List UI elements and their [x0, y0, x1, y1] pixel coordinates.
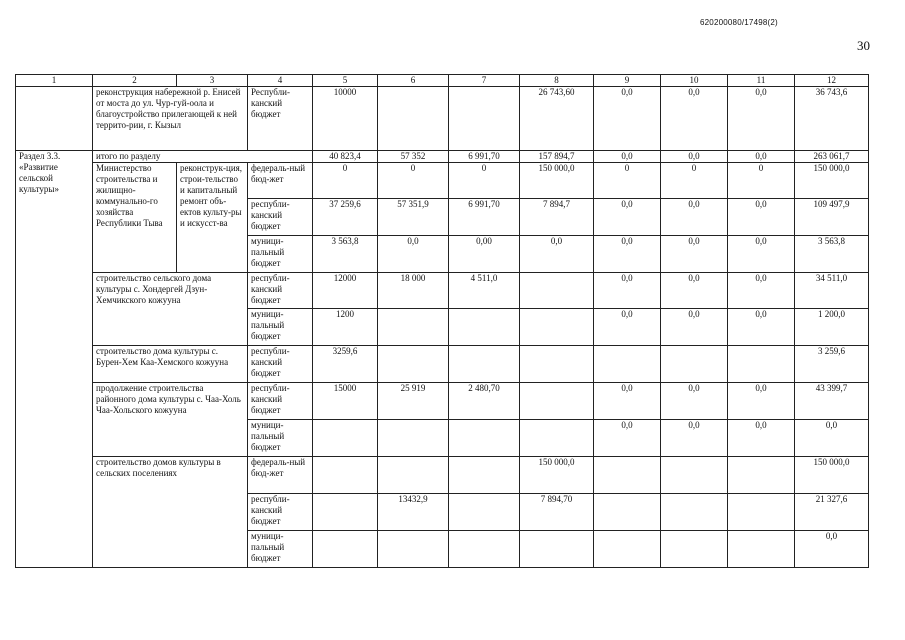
- column-header: 6: [378, 75, 449, 87]
- value-cell: 0,0: [594, 199, 661, 236]
- value-cell: [449, 494, 520, 531]
- value-cell: [728, 457, 795, 494]
- value-cell: 26 743,60: [520, 87, 594, 151]
- value-cell: [449, 420, 520, 457]
- section-cell-empty: [16, 87, 93, 151]
- value-cell: 150 000,0: [520, 457, 594, 494]
- value-cell: 15000: [313, 383, 378, 420]
- value-cell: [378, 309, 449, 346]
- value-cell: [661, 346, 728, 383]
- value-cell: 0,0: [661, 87, 728, 151]
- column-header: 3: [177, 75, 248, 87]
- value-cell: [313, 420, 378, 457]
- budget-source: республи-канский бюджет: [248, 383, 313, 420]
- value-cell: 0,0: [661, 199, 728, 236]
- value-cell: 10000: [313, 87, 378, 151]
- value-cell: 0,0: [378, 236, 449, 273]
- value-cell: 0,0: [728, 383, 795, 420]
- value-cell: 0: [313, 163, 378, 199]
- value-cell: 0: [594, 163, 661, 199]
- value-cell: [378, 457, 449, 494]
- value-cell: 0,0: [728, 199, 795, 236]
- value-cell: 6 991,70: [449, 199, 520, 236]
- value-cell: 57 352: [378, 151, 449, 163]
- value-cell: [449, 457, 520, 494]
- budget-source: федераль-ный бюд-жет: [248, 163, 313, 199]
- activity-name: реконструк-ция, строи-тельство и капитальный ремонт объ-ектов культу-ры и искусст-ва: [177, 163, 248, 273]
- value-cell: 40 823,4: [313, 151, 378, 163]
- value-cell: 37 259,6: [313, 199, 378, 236]
- value-cell: 150 000,0: [795, 457, 869, 494]
- value-cell: 18 000: [378, 273, 449, 309]
- value-cell: [520, 383, 594, 420]
- column-header: 5: [313, 75, 378, 87]
- column-header: 1: [16, 75, 93, 87]
- value-cell: 0,0: [661, 309, 728, 346]
- value-cell: 3 563,8: [795, 236, 869, 273]
- table-row: [16, 163, 869, 199]
- value-cell: 0,0: [594, 420, 661, 457]
- value-cell: 21 327,6: [795, 494, 869, 531]
- value-cell: 0,0: [594, 151, 661, 163]
- value-cell: 0: [449, 163, 520, 199]
- activity-name: строительство сельского дома культуры с. Хондергей Дзун-Хемчикского кожууна: [93, 273, 248, 346]
- budget-source: федераль-ный бюд-жет: [248, 457, 313, 494]
- budget-source: муници-пальный бюджет: [248, 236, 313, 273]
- executor-name: Министерство строительства и жилищно-коммунально-го хозяйства Республики Тыва: [93, 163, 177, 273]
- page-number: 30: [857, 38, 870, 53]
- value-cell: 57 351,9: [378, 199, 449, 236]
- value-cell: 4 511,0: [449, 273, 520, 309]
- column-header: 7: [449, 75, 520, 87]
- value-cell: [313, 457, 378, 494]
- value-cell: 34 511,0: [795, 273, 869, 309]
- value-cell: 0,0: [728, 151, 795, 163]
- value-cell: 3 563,8: [313, 236, 378, 273]
- value-cell: 157 894,7: [520, 151, 594, 163]
- value-cell: [378, 87, 449, 151]
- column-header: 8: [520, 75, 594, 87]
- value-cell: 0,0: [594, 383, 661, 420]
- value-cell: [378, 420, 449, 457]
- value-cell: 0,0: [728, 87, 795, 151]
- value-cell: 1 200,0: [795, 309, 869, 346]
- value-cell: 7 894,7: [520, 199, 594, 236]
- value-cell: 0,0: [728, 236, 795, 273]
- budget-source: республи-канский бюджет: [248, 273, 313, 309]
- value-cell: [594, 494, 661, 531]
- value-cell: 0,0: [661, 273, 728, 309]
- budget-source: республи-канский бюджет: [248, 346, 313, 383]
- budget-source: Республи-канский бюджет: [248, 87, 313, 151]
- value-cell: 0,0: [661, 420, 728, 457]
- column-header: 10: [661, 75, 728, 87]
- section-label: Раздел 3.3. «Развитие сельской культуры»: [16, 151, 93, 568]
- document-id: 620200080/17498(2): [700, 18, 778, 27]
- value-cell: 0,0: [661, 236, 728, 273]
- value-cell: [594, 346, 661, 383]
- value-cell: [449, 531, 520, 568]
- value-cell: 0,0: [728, 309, 795, 346]
- value-cell: 0,0: [520, 236, 594, 273]
- value-cell: 0: [728, 163, 795, 199]
- value-cell: [313, 531, 378, 568]
- table-row: [16, 273, 869, 309]
- value-cell: [449, 87, 520, 151]
- value-cell: 12000: [313, 273, 378, 309]
- value-cell: 0,0: [594, 273, 661, 309]
- value-cell: [728, 531, 795, 568]
- value-cell: [449, 309, 520, 346]
- value-cell: 0,0: [594, 236, 661, 273]
- value-cell: 0,0: [661, 151, 728, 163]
- value-cell: [378, 531, 449, 568]
- value-cell: 2 480,70: [449, 383, 520, 420]
- value-cell: [661, 531, 728, 568]
- value-cell: [313, 494, 378, 531]
- total-label: итого по разделу: [93, 151, 313, 163]
- column-header: 11: [728, 75, 795, 87]
- table-row: [16, 383, 869, 420]
- value-cell: 36 743,6: [795, 87, 869, 151]
- value-cell: 0: [661, 163, 728, 199]
- value-cell: 0,0: [728, 273, 795, 309]
- value-cell: 0,0: [795, 531, 869, 568]
- value-cell: 0,0: [661, 383, 728, 420]
- budget-source: муници-пальный бюджет: [248, 531, 313, 568]
- value-cell: 0,00: [449, 236, 520, 273]
- value-cell: 0: [378, 163, 449, 199]
- activity-name: продолжение строительства районного дома культуры с. Чаа-Холь Чаа-Хольского кожууна: [93, 383, 248, 457]
- value-cell: 25 919: [378, 383, 449, 420]
- budget-source: муници-пальный бюджет: [248, 309, 313, 346]
- value-cell: 263 061,7: [795, 151, 869, 163]
- value-cell: 43 399,7: [795, 383, 869, 420]
- activity-name: строительство дома культуры с. Бурен-Хем Каа-Хемского кожууна: [93, 346, 248, 383]
- column-header: 2: [93, 75, 177, 87]
- value-cell: [661, 457, 728, 494]
- budget-table: [15, 74, 869, 568]
- budget-source: муници-пальный бюджет: [248, 420, 313, 457]
- table-row: [16, 87, 869, 151]
- value-cell: [520, 531, 594, 568]
- section-total-row: [16, 151, 869, 163]
- value-cell: 7 894,70: [520, 494, 594, 531]
- value-cell: 0,0: [594, 87, 661, 151]
- value-cell: 3259,6: [313, 346, 378, 383]
- value-cell: 150 000,0: [795, 163, 869, 199]
- column-header: 12: [795, 75, 869, 87]
- value-cell: 109 497,9: [795, 199, 869, 236]
- value-cell: [728, 494, 795, 531]
- header-row: [16, 75, 869, 87]
- value-cell: [594, 457, 661, 494]
- value-cell: 0,0: [594, 309, 661, 346]
- value-cell: [594, 531, 661, 568]
- value-cell: [449, 346, 520, 383]
- budget-source: республи-канский бюджет: [248, 199, 313, 236]
- value-cell: [728, 346, 795, 383]
- value-cell: 0,0: [728, 420, 795, 457]
- budget-source: республи-канский бюджет: [248, 494, 313, 531]
- value-cell: 6 991,70: [449, 151, 520, 163]
- value-cell: [378, 346, 449, 383]
- value-cell: 13432,9: [378, 494, 449, 531]
- value-cell: 3 259,6: [795, 346, 869, 383]
- table-row: [16, 457, 869, 494]
- column-header: 9: [594, 75, 661, 87]
- column-header: 4: [248, 75, 313, 87]
- table-row: [16, 346, 869, 383]
- value-cell: [520, 346, 594, 383]
- value-cell: 0,0: [795, 420, 869, 457]
- value-cell: [520, 309, 594, 346]
- value-cell: [520, 420, 594, 457]
- activity-name: строительство домов культуры в сельских поселениях: [93, 457, 248, 568]
- value-cell: [661, 494, 728, 531]
- activity-name: реконструкция набережной р. Енисей от моста до ул. Чур-гуй-оола и благоустройство прилегающей к ней террито-рии, г. Кызыл: [93, 87, 248, 151]
- value-cell: 150 000,0: [520, 163, 594, 199]
- value-cell: [520, 273, 594, 309]
- value-cell: 1200: [313, 309, 378, 346]
